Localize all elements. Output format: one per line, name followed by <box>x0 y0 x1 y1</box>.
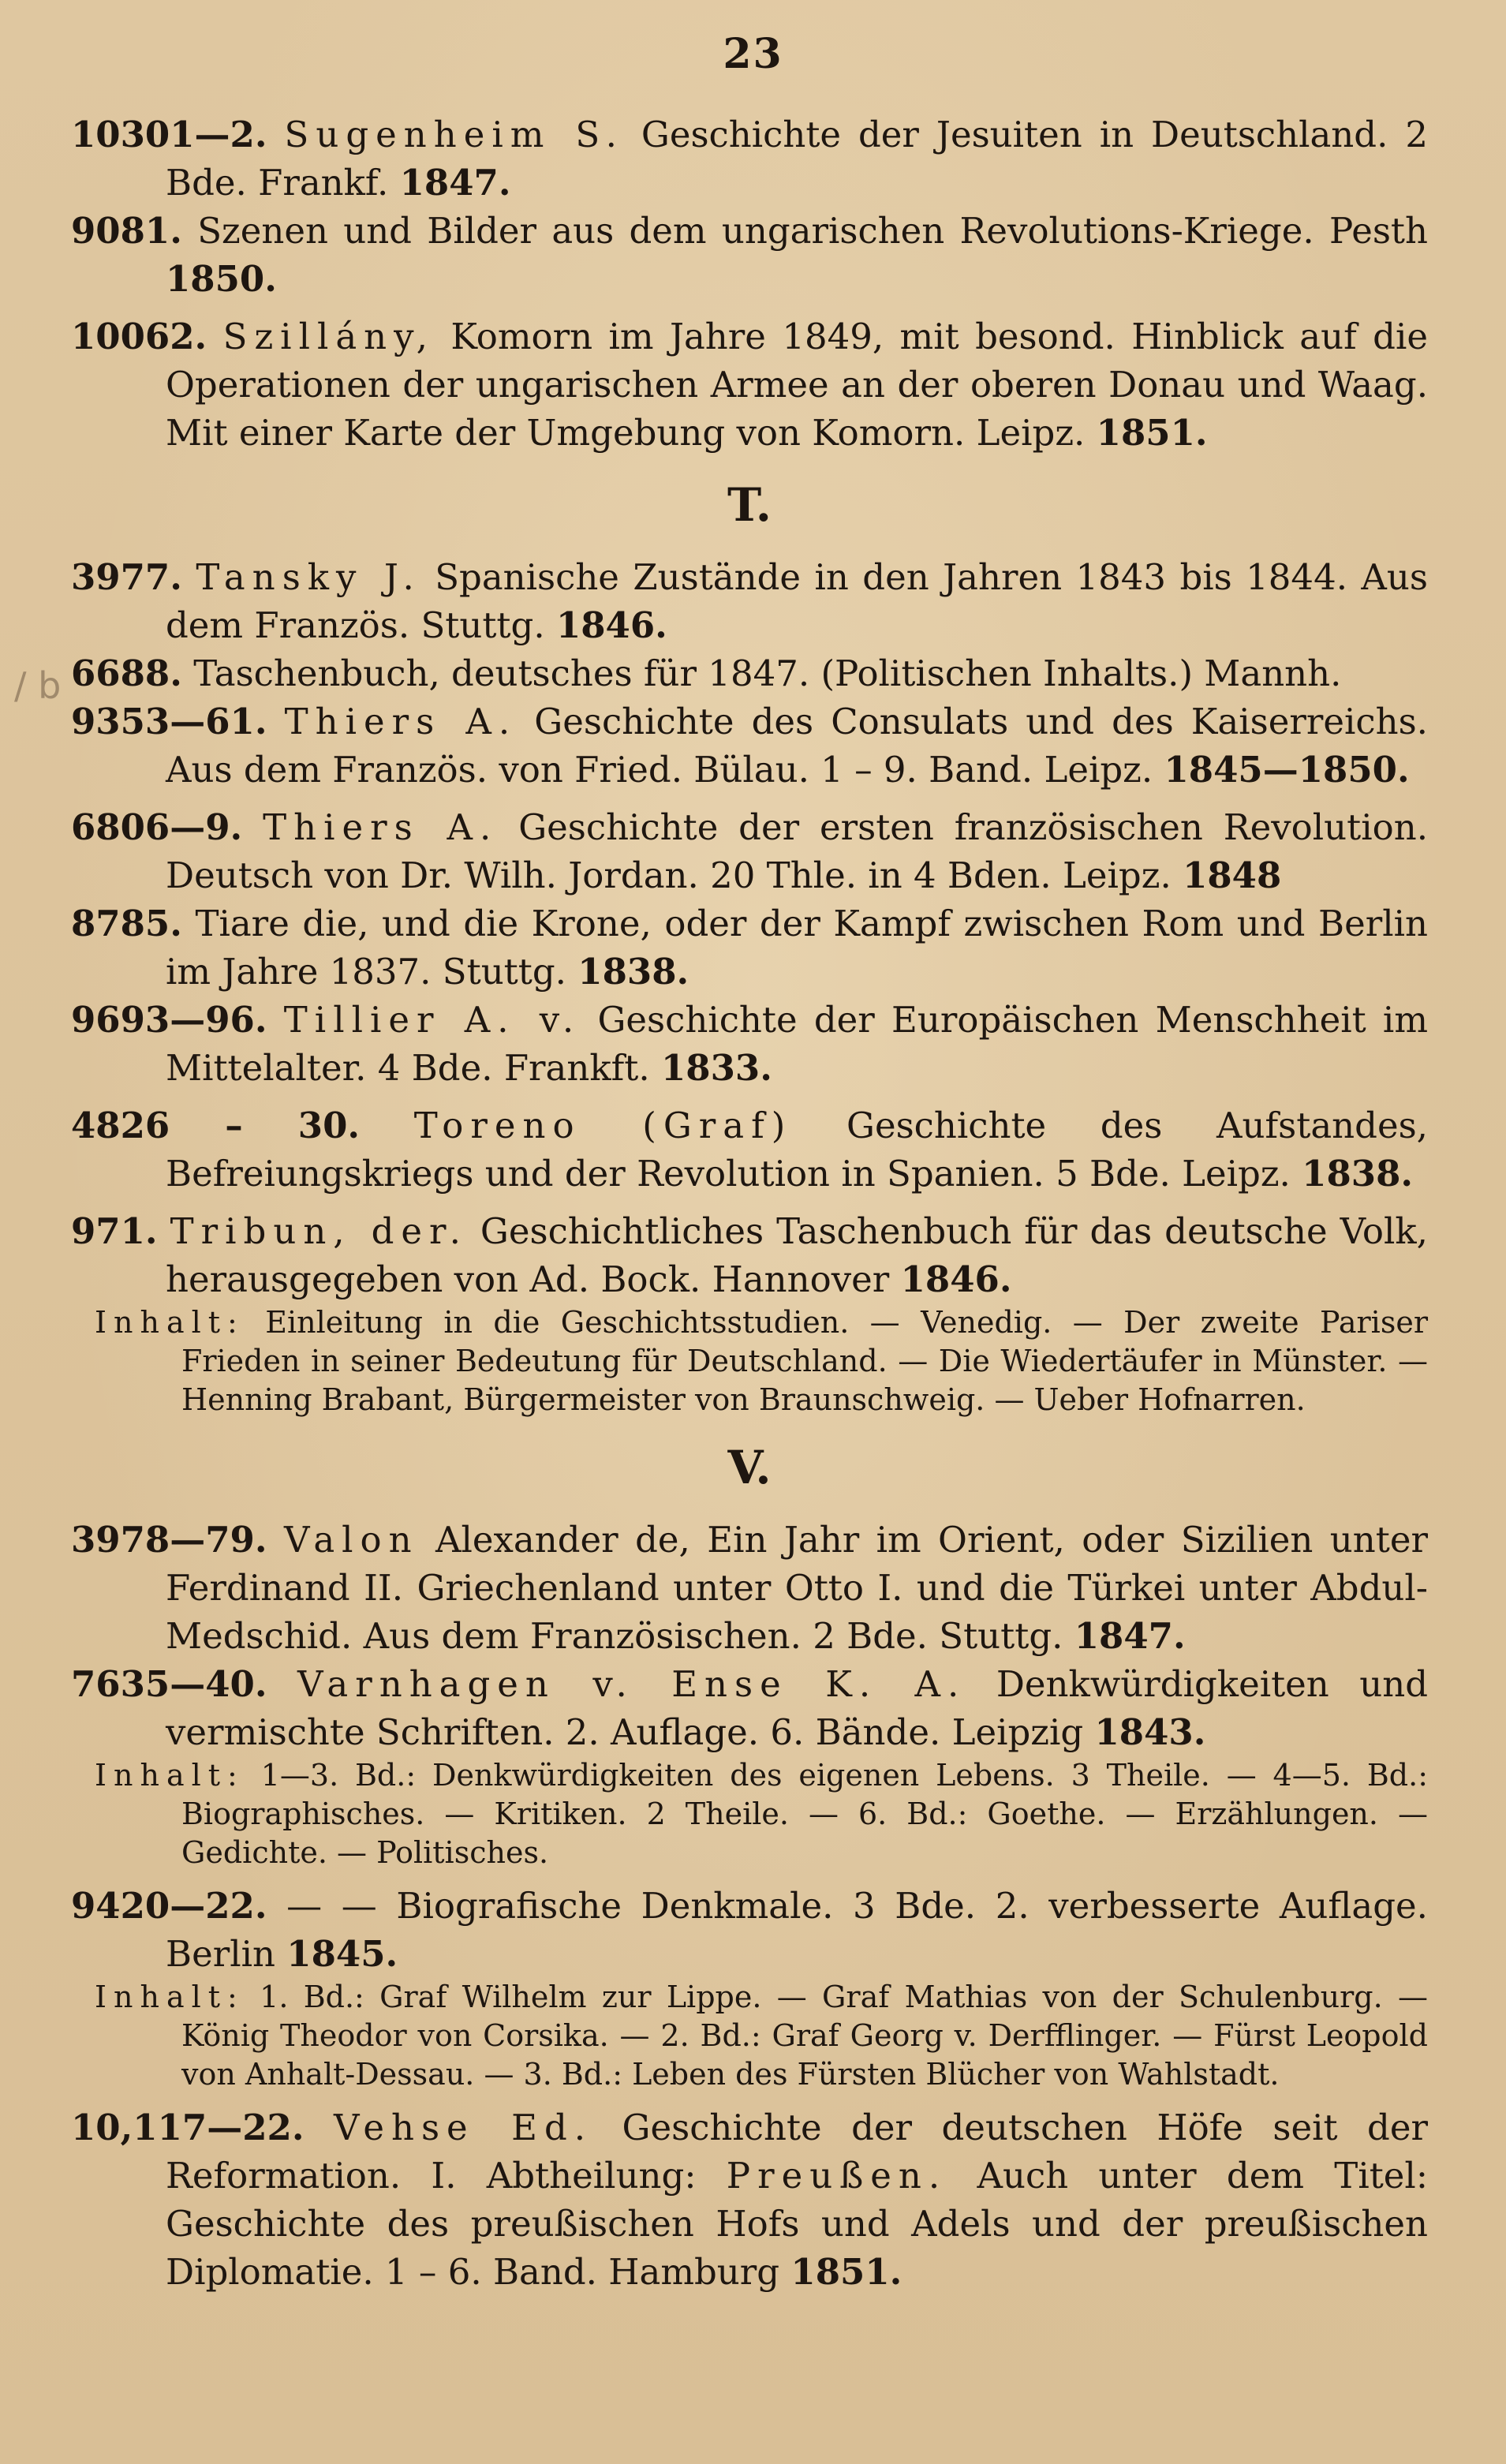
entry-text: Spanische Zustände in den Jahren 1843 bis 1844. Aus dem Französ. Stuttg. <box>166 556 1428 646</box>
entry-text: — — Biografische Denkmale. 3 Bde. 2. verbesserte Auflage. Berlin <box>166 1885 1428 1975</box>
entry-number: 9420—22. <box>71 1885 267 1927</box>
catalog-entry <box>71 1101 1428 1198</box>
entry-author: Thiers A. <box>263 806 499 848</box>
entry-number: 6688. <box>71 652 182 694</box>
entry-year: 1838. <box>577 951 689 993</box>
entry-author: Tillier A. v. <box>283 999 581 1041</box>
entry-contents <box>71 1756 1428 1872</box>
entry-text: Taschenbuch, deutsches für 1847. (Politischen Inhalts.) Mannh. <box>181 652 1342 694</box>
entry-number: 9081. <box>71 210 182 252</box>
entry-author: Tansky J. <box>196 556 421 598</box>
entry-text: Geschichte des Consulats und des Kaiserreichs. Aus dem Französ. von Fried. Bülau. 1 – 9. Band. Leipz. <box>166 701 1428 791</box>
entry-year: 1850. <box>166 258 277 300</box>
entry-number: 4826 – 30. <box>71 1105 361 1146</box>
catalog-entry <box>71 2103 1428 2296</box>
entry-year: 1833. <box>660 1047 772 1089</box>
catalog-entry <box>71 1660 1428 1756</box>
catalog-entry <box>71 899 1428 996</box>
entry-year: 1847. <box>1074 1615 1186 1657</box>
catalog-entry <box>71 1882 1428 1978</box>
catalog-entry <box>71 996 1428 1092</box>
margin-pencil-mark: / b <box>14 664 62 707</box>
contents-label: Inhalt: <box>95 1758 245 1793</box>
entry-text: Komorn im Jahre 1849, mit besond. Hinblick auf die Operationen der ungarischen Armee an der oberen Donau und Waag. Mit einer Karte der Umgebung von Komorn. Leipz. <box>166 316 1428 454</box>
entry-year: 1845. <box>286 1933 398 1975</box>
entry-text: Szenen und Bilder aus dem ungarischen Revolutions-Kriege. Pesth <box>181 210 1428 252</box>
entry-text: Geschichte der Europäischen Menschheit im Mittelalter. 4 Bde. Frankft. <box>166 999 1428 1089</box>
entry-number: 10,117—22. <box>71 2107 305 2148</box>
entry-author: Sugenheim S. <box>284 114 624 155</box>
entry-author: Szillány, <box>222 316 435 357</box>
entry-text: Geschichte der deutschen Höfe seit der Reformation. I. Abtheilung: <box>166 2107 1428 2197</box>
entry-author: Vehse Ed. <box>333 2107 593 2148</box>
entry-author: Varnhagen v. Ense K. A. <box>297 1663 966 1705</box>
entry-number: 7635—40. <box>71 1663 267 1705</box>
entry-author: Valon <box>283 1519 419 1561</box>
catalog-entry <box>71 697 1428 794</box>
entry-number: 9353—61. <box>71 701 267 742</box>
entry-year: 1851. <box>1096 412 1208 454</box>
entry-text-continued: Auch unter dem Titel: Geschichte des preußischen Hofs und Adels und der preußischen Diplomatie. 1 – 6. Band. Hamburg <box>166 2155 1428 2293</box>
contents-text: Einleitung in die Geschichtsstudien. — Venedig. — Der zweite Pariser Frieden in seiner Bedeutung für Deutschland. — Die Wiedertäufer in Münster. — Henning Brabant, Bürgermeister von Braunschweig. — Ueber Hofnarren. <box>181 1305 1428 1417</box>
catalog-entry <box>71 803 1428 899</box>
entry-number: 10062. <box>71 316 207 357</box>
entry-author: Toreno (Graf) <box>413 1105 793 1146</box>
entry-text: Geschichte des Aufstandes, Befreiungskriegs und der Revolution in Spanien. 5 Bde. Leipz. <box>166 1105 1428 1195</box>
catalog-entry <box>71 207 1428 303</box>
entry-number: 8785. <box>71 903 182 944</box>
entry-author: Tribun, der. <box>170 1210 468 1252</box>
entry-year: 1843. <box>1094 1711 1206 1753</box>
entry-text: Tiare die, und die Krone, oder der Kampf zwischen Rom und Berlin im Jahre 1837. Stuttg. <box>166 903 1428 993</box>
entry-contents <box>71 1978 1428 2094</box>
entry-year: 1851. <box>790 2251 902 2293</box>
entry-year: 1838. <box>1302 1153 1414 1195</box>
entry-number: 971. <box>71 1210 158 1252</box>
entry-author: Thiers A. <box>284 701 518 742</box>
contents-text: 1—3. Bd.: Denkwürdigkeiten des eigenen Lebens. 3 Theile. — 4—5. Bd.: Biographisches. — Kritiken. 2 Theile. — 6. Bd.: Goethe. — Erzählungen. — Gedichte. — Politisches. <box>181 1758 1428 1870</box>
entry-number: 10301—2. <box>71 114 267 155</box>
catalog-entry <box>71 649 1428 697</box>
catalog-entry <box>71 553 1428 649</box>
entry-number: 3977. <box>71 556 182 598</box>
catalog-listing <box>71 110 1428 2296</box>
contents-label: Inhalt: <box>95 1980 245 2014</box>
entry-text: Geschichte der Jesuiten in Deutschland. 2 Bde. Frankf. <box>166 114 1428 204</box>
catalog-entry <box>71 1207 1428 1303</box>
contents-text: 1. Bd.: Graf Wilhelm zur Lippe. — Graf Mathias von der Schulenburg. — König Theodor von Corsika. — 2. Bd.: Graf Georg v. Derfflinger. — Fürst Leopold von Anhalt-Dessau. — 3. Bd.: Leben des Fürsten Blücher von Wahlstadt. <box>181 1980 1428 2092</box>
entry-number: 3978—79. <box>71 1519 267 1561</box>
section-heading-v: V. <box>727 1441 772 1494</box>
entry-year: 1846. <box>900 1258 1012 1300</box>
entry-text: Denkwürdigkeiten und vermischte Schriften. 2. Auflage. 6. Bände. Leipzig <box>166 1663 1428 1753</box>
entry-text: Alexander de, Ein Jahr im Orient, oder Sizilien unter Ferdinand II. Griechenland unter Otto I. und die Türkei unter Abdul-Medschid. Aus dem Französischen. 2 Bde. Stuttg. <box>166 1519 1428 1657</box>
entry-year: 1845—1850. <box>1164 749 1410 791</box>
entry-text: Geschichte der ersten französischen Revolution. Deutsch von Dr. Wilh. Jordan. 20 Thle. in 4 Bden. Leipz. <box>166 806 1428 896</box>
entry-contents <box>71 1303 1428 1419</box>
contents-label: Inhalt: <box>95 1305 245 1340</box>
entry-year: 1848 <box>1183 854 1282 896</box>
catalog-entry <box>71 1516 1428 1660</box>
catalog-entry <box>71 110 1428 207</box>
entry-emphasis: Preußen. <box>726 2155 947 2197</box>
section-heading-t: T. <box>727 478 772 532</box>
page-number: 23 <box>723 30 783 78</box>
entry-number: 6806—9. <box>71 806 243 848</box>
entry-year: 1847. <box>399 162 511 204</box>
entry-number: 9693—96. <box>71 999 267 1041</box>
catalog-entry <box>71 312 1428 457</box>
entry-text: Geschichtliches Taschenbuch für das deutsche Volk, herausgegeben von Ad. Bock. Hannover <box>166 1210 1428 1300</box>
entry-year: 1846. <box>555 604 667 646</box>
